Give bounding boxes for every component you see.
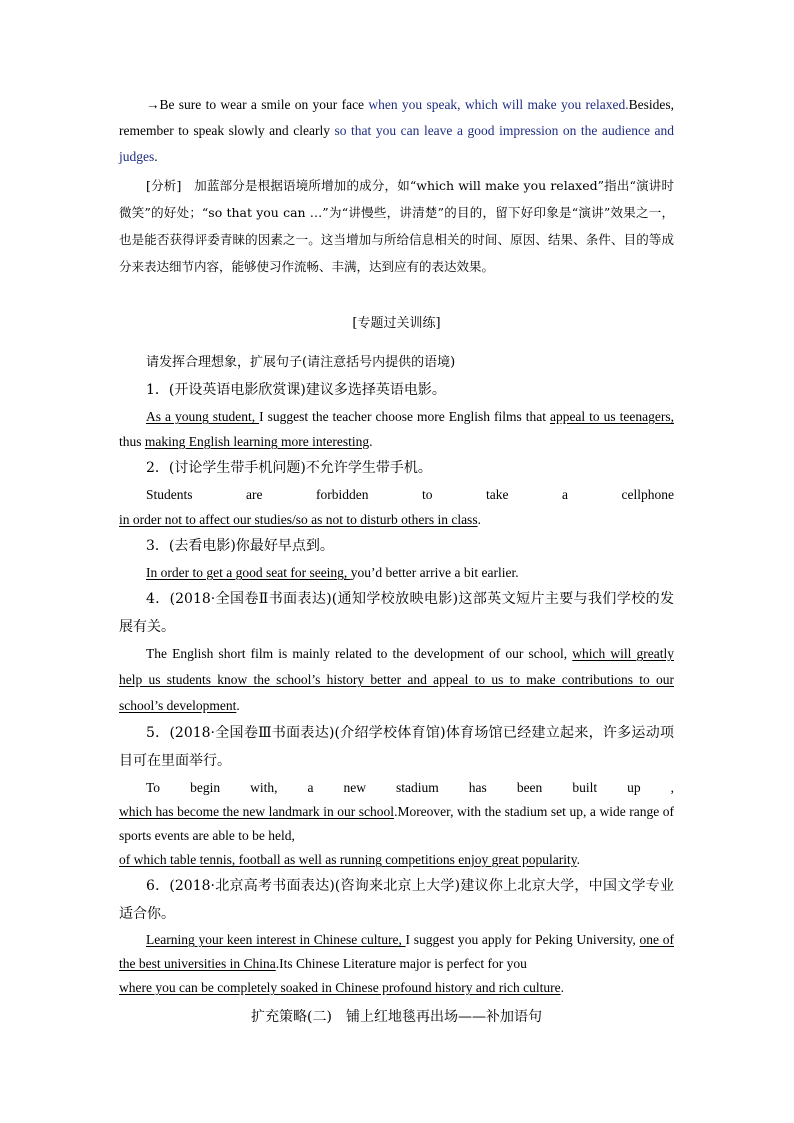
answer-1-part-6: .: [369, 434, 373, 449]
answer-2-part-3: .: [477, 512, 481, 527]
question-6: 6．(2018·北京高考书面表达)(咨询来北京上大学)建议你上北京大学，中国文学专业适合你。: [119, 878, 674, 922]
section-title: [专题过关训练]: [352, 316, 441, 331]
document-page: [119, 92, 674, 1044]
answer-1-part-2: I suggest the teacher choose more English films that: [259, 409, 550, 424]
answer-5-part-5: .: [576, 852, 581, 867]
answer-1: [119, 404, 674, 454]
answer-3: [119, 560, 674, 585]
answer-1-part-5: making English learning more interesting: [144, 434, 370, 449]
question-4: 4．(2018·全国卷Ⅱ书面表达)(通知学校放映电影)这部英文短片主要与我们学校的发展有关。: [119, 591, 674, 635]
answer-2-part-2: in order not to affect our studies/so as not to disturb others in class: [119, 512, 478, 527]
question-1: 1．(开设英语电影欣赏课)建议多选择英语电影。: [146, 382, 446, 398]
question-3: 3．(去看电影)你最好早点到。: [146, 538, 334, 554]
answer-5-body: [119, 800, 674, 872]
answer-4: [119, 641, 674, 719]
question-5: 5．(2018·全国卷Ⅲ书面表达)(介绍学校体育馆)体育场馆已经建立起来，许多运动项目可在里面举行。: [119, 725, 674, 769]
strategy-heading: 扩充策略(二) 铺上红地毯再出场——补加语句: [251, 1009, 542, 1025]
answer-6-part-2: I suggest you apply for Peking University,: [405, 932, 640, 947]
answer-1-part-3: appeal to us teenagers,: [549, 409, 675, 424]
answer-6-part-3: one of the best universities in China: [119, 932, 674, 971]
instruction-text: 请发挥合理想象，扩展句子(请注意括号内提供的语境): [146, 355, 456, 370]
answer-6-part-1: Learning your keen interest in Chinese culture,: [146, 932, 406, 947]
answer-3-part-1: In order to get a good seat for seeing,: [146, 565, 351, 580]
answer-5-part-4: of which table tennis, football as well as running competitions enjoy great popularity: [119, 852, 577, 867]
answer-4-part-2: which will greatly help us students know the school’s history better and appeal to us to make contributions to our school’s development: [119, 646, 674, 713]
answer-6-part-6: .: [560, 980, 564, 995]
answer-2-line-1: Students are forbidden to take a cellphone: [146, 487, 674, 502]
intro-highlight-1: when you speak, which will make you relaxed.: [368, 97, 629, 112]
answer-4-part-1: The English short film is mainly related to the development of our school,: [146, 646, 573, 661]
answer-5-line-1: To begin with, a new stadium has been built up ,: [146, 780, 674, 795]
answer-1-part-1: As a young student,: [146, 409, 260, 424]
intro-text-2: Besides, remember to speak slowly and clearly: [119, 97, 674, 138]
answer-5-part-3: .Moreover, with the stadium set up, a wide range of sports events are able to be held,: [119, 804, 675, 843]
intro-paragraph: [119, 92, 674, 170]
answer-6-part-4: .Its Chinese Literature major is perfect for you: [275, 956, 527, 971]
answer-3-part-2: you’d better arrive a bit earlier.: [350, 565, 519, 580]
intro-text: →Be sure to wear a smile on your face: [146, 97, 369, 112]
answer-5-part-2: which has become the new landmark in our school: [119, 804, 395, 819]
question-2: 2．(讨论学生带手机问题)不允许学生带手机。: [146, 460, 432, 476]
intro-highlight-2: so that you can leave a good impression on the audience and judges: [119, 123, 674, 164]
intro-period: .: [154, 149, 158, 164]
answer-4-part-3: .: [236, 698, 240, 713]
answer-2-line-2: [119, 507, 674, 532]
answer-1-part-4: thus: [119, 434, 145, 449]
answer-6: [119, 928, 674, 1000]
analysis-paragraph: [分析] 加蓝部分是根据语境所增加的成分，如“which will make you relaxed”指出“演讲时微笑”的好处；“so that you can …”为“讲慢些，讲清楚”的目的，留下好印象是“演讲”效果之一，也是能否获得评委青睐的因素之一。这当增加与所给信息相关的时间、原因、结果、条件、目的等成分来表达细节内容，能够使习作流畅、丰满，达到应有的表达效果。: [119, 178, 674, 274]
answer-6-part-5: where you can be completely soaked in Chinese profound history and rich culture: [119, 980, 561, 995]
